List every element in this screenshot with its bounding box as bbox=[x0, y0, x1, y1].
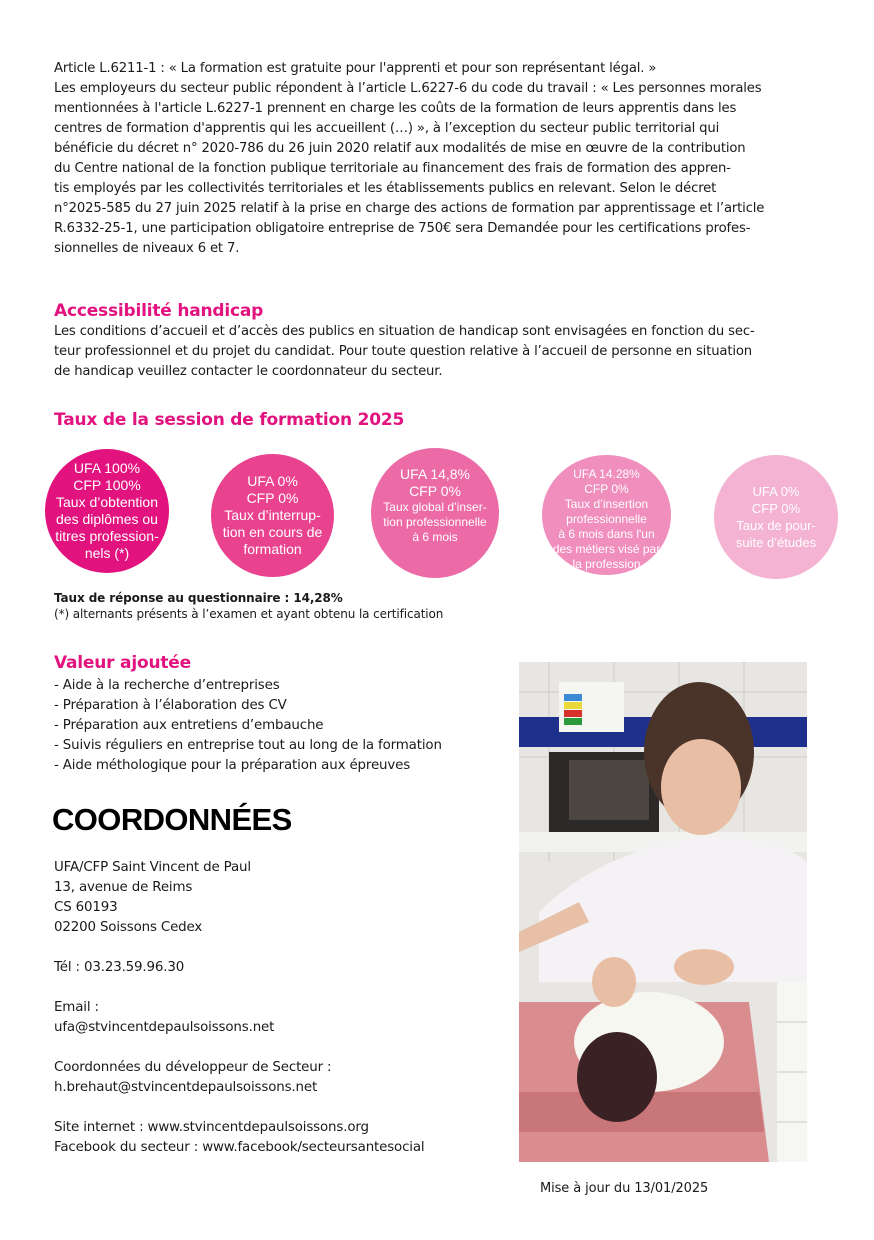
contact-facebook-link[interactable]: Facebook du secteur : www.facebook/secteursantesocial bbox=[54, 1140, 425, 1155]
rate-ufa: UFA 0% bbox=[752, 484, 800, 499]
rate-cfp: CFP 0% bbox=[246, 490, 299, 506]
contact-developer-email-link[interactable]: h.brehaut@stvincentdepaulsoissons.net bbox=[54, 1080, 318, 1095]
accessibility-line: teur professionnel et du projet du candidat. Pour toute question relative à l’accueil de personne en situation bbox=[54, 344, 753, 359]
accessibility-heading: Accessibilité handicap bbox=[54, 301, 264, 321]
rate-desc: Taux de pour- bbox=[736, 518, 816, 533]
rate-circle-job-insertion bbox=[542, 455, 671, 575]
rate-desc: Taux d’obtention bbox=[56, 494, 158, 510]
rate-desc: des diplômes ou bbox=[56, 511, 158, 527]
legal-line: n°2025-585 du 27 juin 2025 relatif à la prise en charge des actions de formation par apprentissage et l’article bbox=[54, 201, 765, 216]
legal-line: Les employeurs du secteur public répondent à l’article L.6227-6 du code du travail : « Les personnes morales bbox=[54, 81, 762, 96]
legal-line: sionnelles de niveaux 6 et 7. bbox=[54, 241, 240, 256]
training-photo-illustration bbox=[519, 662, 807, 1162]
spacer bbox=[54, 978, 425, 998]
rate-desc: la profession bbox=[572, 557, 641, 571]
rate-desc: à 6 mois bbox=[412, 530, 458, 544]
rate-cfp: CFP 0% bbox=[584, 482, 629, 496]
contact-phone[interactable]: Tél : 03.23.59.96.30 bbox=[54, 960, 185, 975]
rate-desc: des métiers visé par bbox=[552, 542, 661, 556]
contact-title: COORDONNÉES bbox=[52, 802, 292, 837]
contact-block bbox=[54, 858, 425, 1158]
rate-circle-further-studies bbox=[714, 455, 838, 579]
contact-org: UFA/CFP Saint Vincent de Paul bbox=[54, 860, 251, 875]
spacer bbox=[54, 1098, 425, 1118]
rate-desc: suite d’études bbox=[735, 535, 817, 550]
contact-city: 02200 Soissons Cedex bbox=[54, 920, 203, 935]
rate-desc: tion professionnelle bbox=[383, 515, 487, 529]
legal-line: mentionnées à l'article L.6227-1 prennent en charge les coûts de la formation de leurs apprentis dans les bbox=[54, 101, 737, 116]
rate-desc: formation bbox=[243, 541, 302, 557]
spacer bbox=[54, 1038, 425, 1058]
rate-cfp: CFP 100% bbox=[73, 477, 141, 493]
rate-circle-interruption bbox=[211, 454, 334, 577]
contact-street: 13, avenue de Reims bbox=[54, 880, 193, 895]
rate-circle-success bbox=[45, 449, 169, 573]
accessibility-line: de handicap veuillez contacter le coordonnateur du secteur. bbox=[54, 364, 443, 379]
contact-email-link[interactable]: ufa@stvincentdepaulsoissons.net bbox=[54, 1020, 275, 1035]
added-value-list bbox=[54, 676, 442, 776]
legal-line: du Centre national de la fonction publique territoriale au financement des frais de formation des appren- bbox=[54, 161, 731, 176]
rate-desc: Taux d’insertion bbox=[564, 497, 649, 511]
rate-desc: professionnelle bbox=[566, 512, 647, 526]
rate-desc: nels (*) bbox=[84, 545, 130, 561]
rates-heading: Taux de la session de formation 2025 bbox=[54, 410, 405, 430]
rate-desc: Taux global d’inser- bbox=[383, 500, 487, 514]
update-date: Mise à jour du 13/01/2025 bbox=[540, 1181, 709, 1196]
legal-line: bénéficie du décret n° 2020-786 du 26 juin 2020 relatif aux modalités de mise en œuvre de la contribution bbox=[54, 141, 746, 156]
rate-desc: tion en cours de bbox=[222, 524, 323, 540]
rate-desc: titres profession- bbox=[55, 528, 159, 544]
legal-line: centres de formation d'apprentis qui les accueillent (…) », à l’exception du secteur public territorial qui bbox=[54, 121, 720, 136]
legal-line: R.6332-25-1, une participation obligatoire entreprise de 750€ sera Demandée pour les certifications profes- bbox=[54, 221, 751, 236]
spacer bbox=[54, 938, 425, 958]
training-photo bbox=[519, 662, 807, 1162]
list-item: - Préparation à l’élaboration des CV bbox=[54, 698, 287, 713]
legal-paragraph bbox=[54, 59, 814, 259]
contact-cs: CS 60193 bbox=[54, 900, 118, 915]
list-item: - Suivis réguliers en entreprise tout au long de la formation bbox=[54, 738, 442, 753]
rate-desc: à 6 mois dans l'un bbox=[558, 527, 655, 541]
list-item: - Préparation aux entretiens d’embauche bbox=[54, 718, 324, 733]
footnote: (*) alternants présents à l’examen et ayant obtenu la certification bbox=[54, 607, 444, 621]
accessibility-line: Les conditions d’accueil et d’accès des publics en situation de handicap sont envisagées en fonction du sec- bbox=[54, 324, 755, 339]
accessibility-paragraph bbox=[54, 322, 814, 382]
rate-ufa: UFA 0% bbox=[247, 473, 298, 489]
rate-ufa: UFA 14,8% bbox=[399, 466, 471, 482]
rate-cfp: CFP 0% bbox=[751, 501, 801, 516]
response-rate: Taux de réponse au questionnaire : 14,28% bbox=[54, 591, 343, 605]
list-item: - Aide méthologique pour la préparation aux épreuves bbox=[54, 758, 411, 773]
list-item: - Aide à la recherche d’entreprises bbox=[54, 678, 280, 693]
legal-line: Article L.6211-1 : « La formation est gratuite pour l'apprenti et pour son représentant légal. » bbox=[54, 61, 657, 76]
contact-email-label: Email : bbox=[54, 1000, 99, 1015]
rate-cfp: CFP 0% bbox=[409, 483, 461, 499]
contact-developer-label: Coordonnées du développeur de Secteur : bbox=[54, 1060, 332, 1075]
rate-circle-global-insertion bbox=[371, 448, 499, 578]
added-value-heading: Valeur ajoutée bbox=[54, 653, 191, 673]
rate-ufa: UFA 14.28% bbox=[573, 467, 640, 481]
rate-desc: Taux d’interrup- bbox=[224, 507, 321, 523]
rate-ufa: UFA 100% bbox=[73, 460, 141, 476]
legal-line: tis employés par les collectivités territoriales et les établissements publics en relevant. Selon le décret bbox=[54, 181, 717, 196]
contact-website-link[interactable]: Site internet : www.stvincentdepaulsoissons.org bbox=[54, 1120, 369, 1135]
